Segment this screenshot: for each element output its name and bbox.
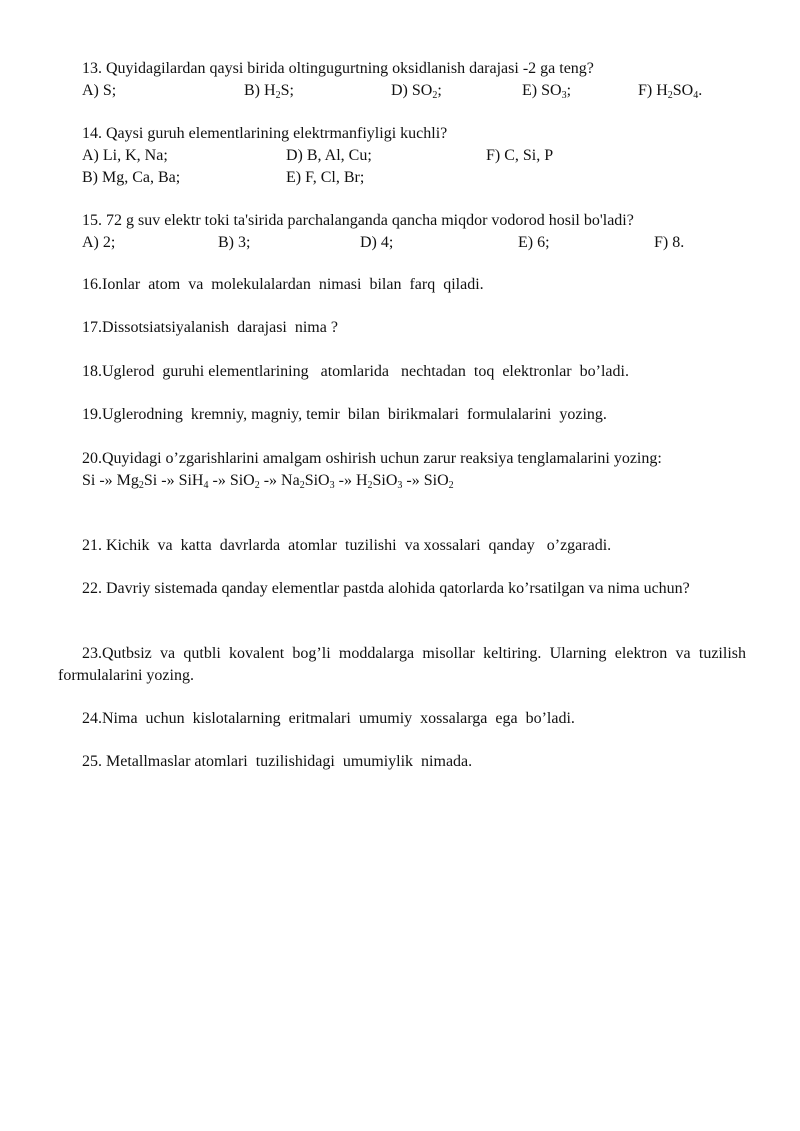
option-a: A) S; xyxy=(82,82,117,99)
question-text: 13. Quyidagilardan qaysi birida oltingugurtning oksidlanish darajasi -2 ga teng? xyxy=(82,60,594,77)
answer-options xyxy=(58,80,746,102)
option-a: A) 2; xyxy=(82,234,116,251)
option-b: B) Mg, Ca, Ba; xyxy=(82,169,181,186)
option-a: A) Li, K, Na; xyxy=(82,147,168,164)
option-d: D) 4; xyxy=(360,234,394,251)
reaction-chain: Si -» $Mg_2Si$ -» SiH$_4$ -» SiO$_2$ -» $Na_2SiO_3$ -» $H_2SiO_3$ -» SiO$_2$ xyxy=(82,472,454,491)
answer-options-row-2 xyxy=(58,167,746,189)
question-24: 24.Nima uchun kislotalarning eritmalari umumiy xossalarga ega bo’ladi. xyxy=(82,710,575,727)
question-16: 16.Ionlar atom va molekulalardan nimasi bilan farq qiladi. xyxy=(82,276,484,293)
question-21: 21. Kichik va katta davrlarda atomlar tuzilishi va xossalari qanday o’zgaradi. xyxy=(82,537,612,554)
option-d: D) $SO_2$; xyxy=(391,82,442,101)
option-e: E) 6; xyxy=(518,234,550,251)
option-f: F) C, Si, P xyxy=(486,147,554,164)
question-18: 18.Uglerod guruhi elementlarining atomlarida nechtadan toq elektronlar bo’ladi. xyxy=(82,363,629,380)
question-20 xyxy=(58,448,746,492)
question-15 xyxy=(58,210,746,254)
option-e: E) F, Cl, Br; xyxy=(286,169,365,186)
question-text: 20.Quyidagi o’zgarishlarini amalgam oshirish uchun zarur reaksiya tenglamalarini yozing: xyxy=(82,450,662,467)
question-17: 17.Dissotsiatsiyalanish darajasi nima ? xyxy=(82,319,338,336)
answer-options xyxy=(58,232,746,254)
question-22: 22. Davriy sistemada qanday elementlar pastda alohida qatorlarda ko’rsatilgan va nima uchun? xyxy=(82,580,690,597)
answer-options-row-1 xyxy=(58,145,746,167)
question-23: 23.Qutbsiz va qutbli kovalent bog’li moddalarga misollar keltiring. Ularning elektron va tuzilish formulalarini yozing. xyxy=(58,645,746,684)
option-d: D) B, Al, Cu; xyxy=(286,147,372,164)
option-f: F) 8. xyxy=(654,234,685,251)
question-19: 19.Uglerodning kremniy, magniy, temir bilan birikmalari formulalarini yozing. xyxy=(82,406,607,423)
question-13 xyxy=(58,58,746,102)
question-text: 14. Qaysi guruh elementlarining elektrmanfiyligi kuchli? xyxy=(82,125,448,142)
question-25: 25. Metallmaslar atomlari tuzilishidagi umumiylik nimada. xyxy=(82,753,473,770)
option-b: B) $H_2S$; xyxy=(244,82,294,101)
question-text: 15. 72 g suv elektr toki ta'sirida parchalanganda qancha miqdor vodorod hosil bo'ladi? xyxy=(82,212,634,229)
option-b: B) 3; xyxy=(218,234,251,251)
option-e: E) $SO_3$; xyxy=(522,82,572,101)
option-f: F) $H_2SO_4$. xyxy=(638,82,703,101)
question-14 xyxy=(58,123,746,189)
